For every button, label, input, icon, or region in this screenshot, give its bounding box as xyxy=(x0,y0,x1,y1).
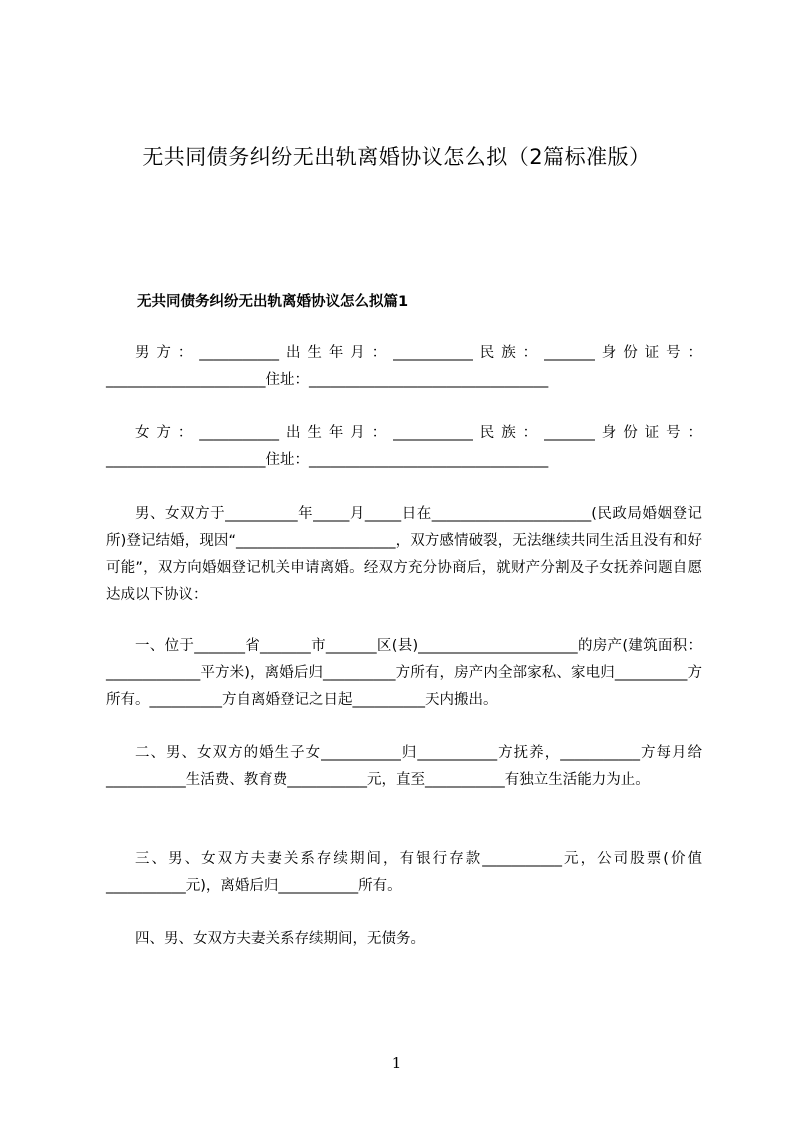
paragraph-clause-savings: 三、男、女双方夫妻关系存续期间，有银行存款___________元，公司股票(价值___________元)，离婚后归___________所有。 xyxy=(106,851,702,894)
paragraph-clause-debts: 四、男、女双方夫妻关系存续期间，无债务。 xyxy=(135,931,425,947)
document-title: 无共同债务纠纷无出轨离婚协议怎么拟（2篇标准版） xyxy=(142,145,651,169)
paragraph-clause-property: 一、位于_______省_______市_______区(县)______________________的房产(建筑面积：_____________平方米)，离婚后归__________方所有，房产内全部家私、家电归__________方所有。__________方自离婚登记之日起__________天内搬出。 xyxy=(106,638,702,708)
paragraph-marriage-registration: 男、女双方于__________年_____月_____日在______________________(民政局婚姻登记所)登记结婚，现因“______________________，双方感情破裂，无法继续共同生活且没有和好可能”，双方向婚姻登记机关申请离婚。经双方充分协商后，就财产分割及子女抚养问题自愿达成以下协议： xyxy=(106,506,702,603)
section-heading: 无共同债务纠纷无出轨离婚协议怎么拟篇1 xyxy=(137,294,409,310)
paragraph-female-party-info: 女方：___________出生年月：___________民族：_______身份证号：______________________住址：_________________________________ xyxy=(106,425,702,468)
page-number: 1 xyxy=(391,1054,402,1072)
paragraph-male-party-info: 男方：___________出生年月：___________民族：_______身份证号：______________________住址：_________________________________ xyxy=(106,345,702,388)
paragraph-clause-children: 二、男、女双方的婚生子女___________归___________方抚养，___________方每月给___________生活费、教育费___________元，直至___________有独立生活能力为止。 xyxy=(106,745,702,788)
